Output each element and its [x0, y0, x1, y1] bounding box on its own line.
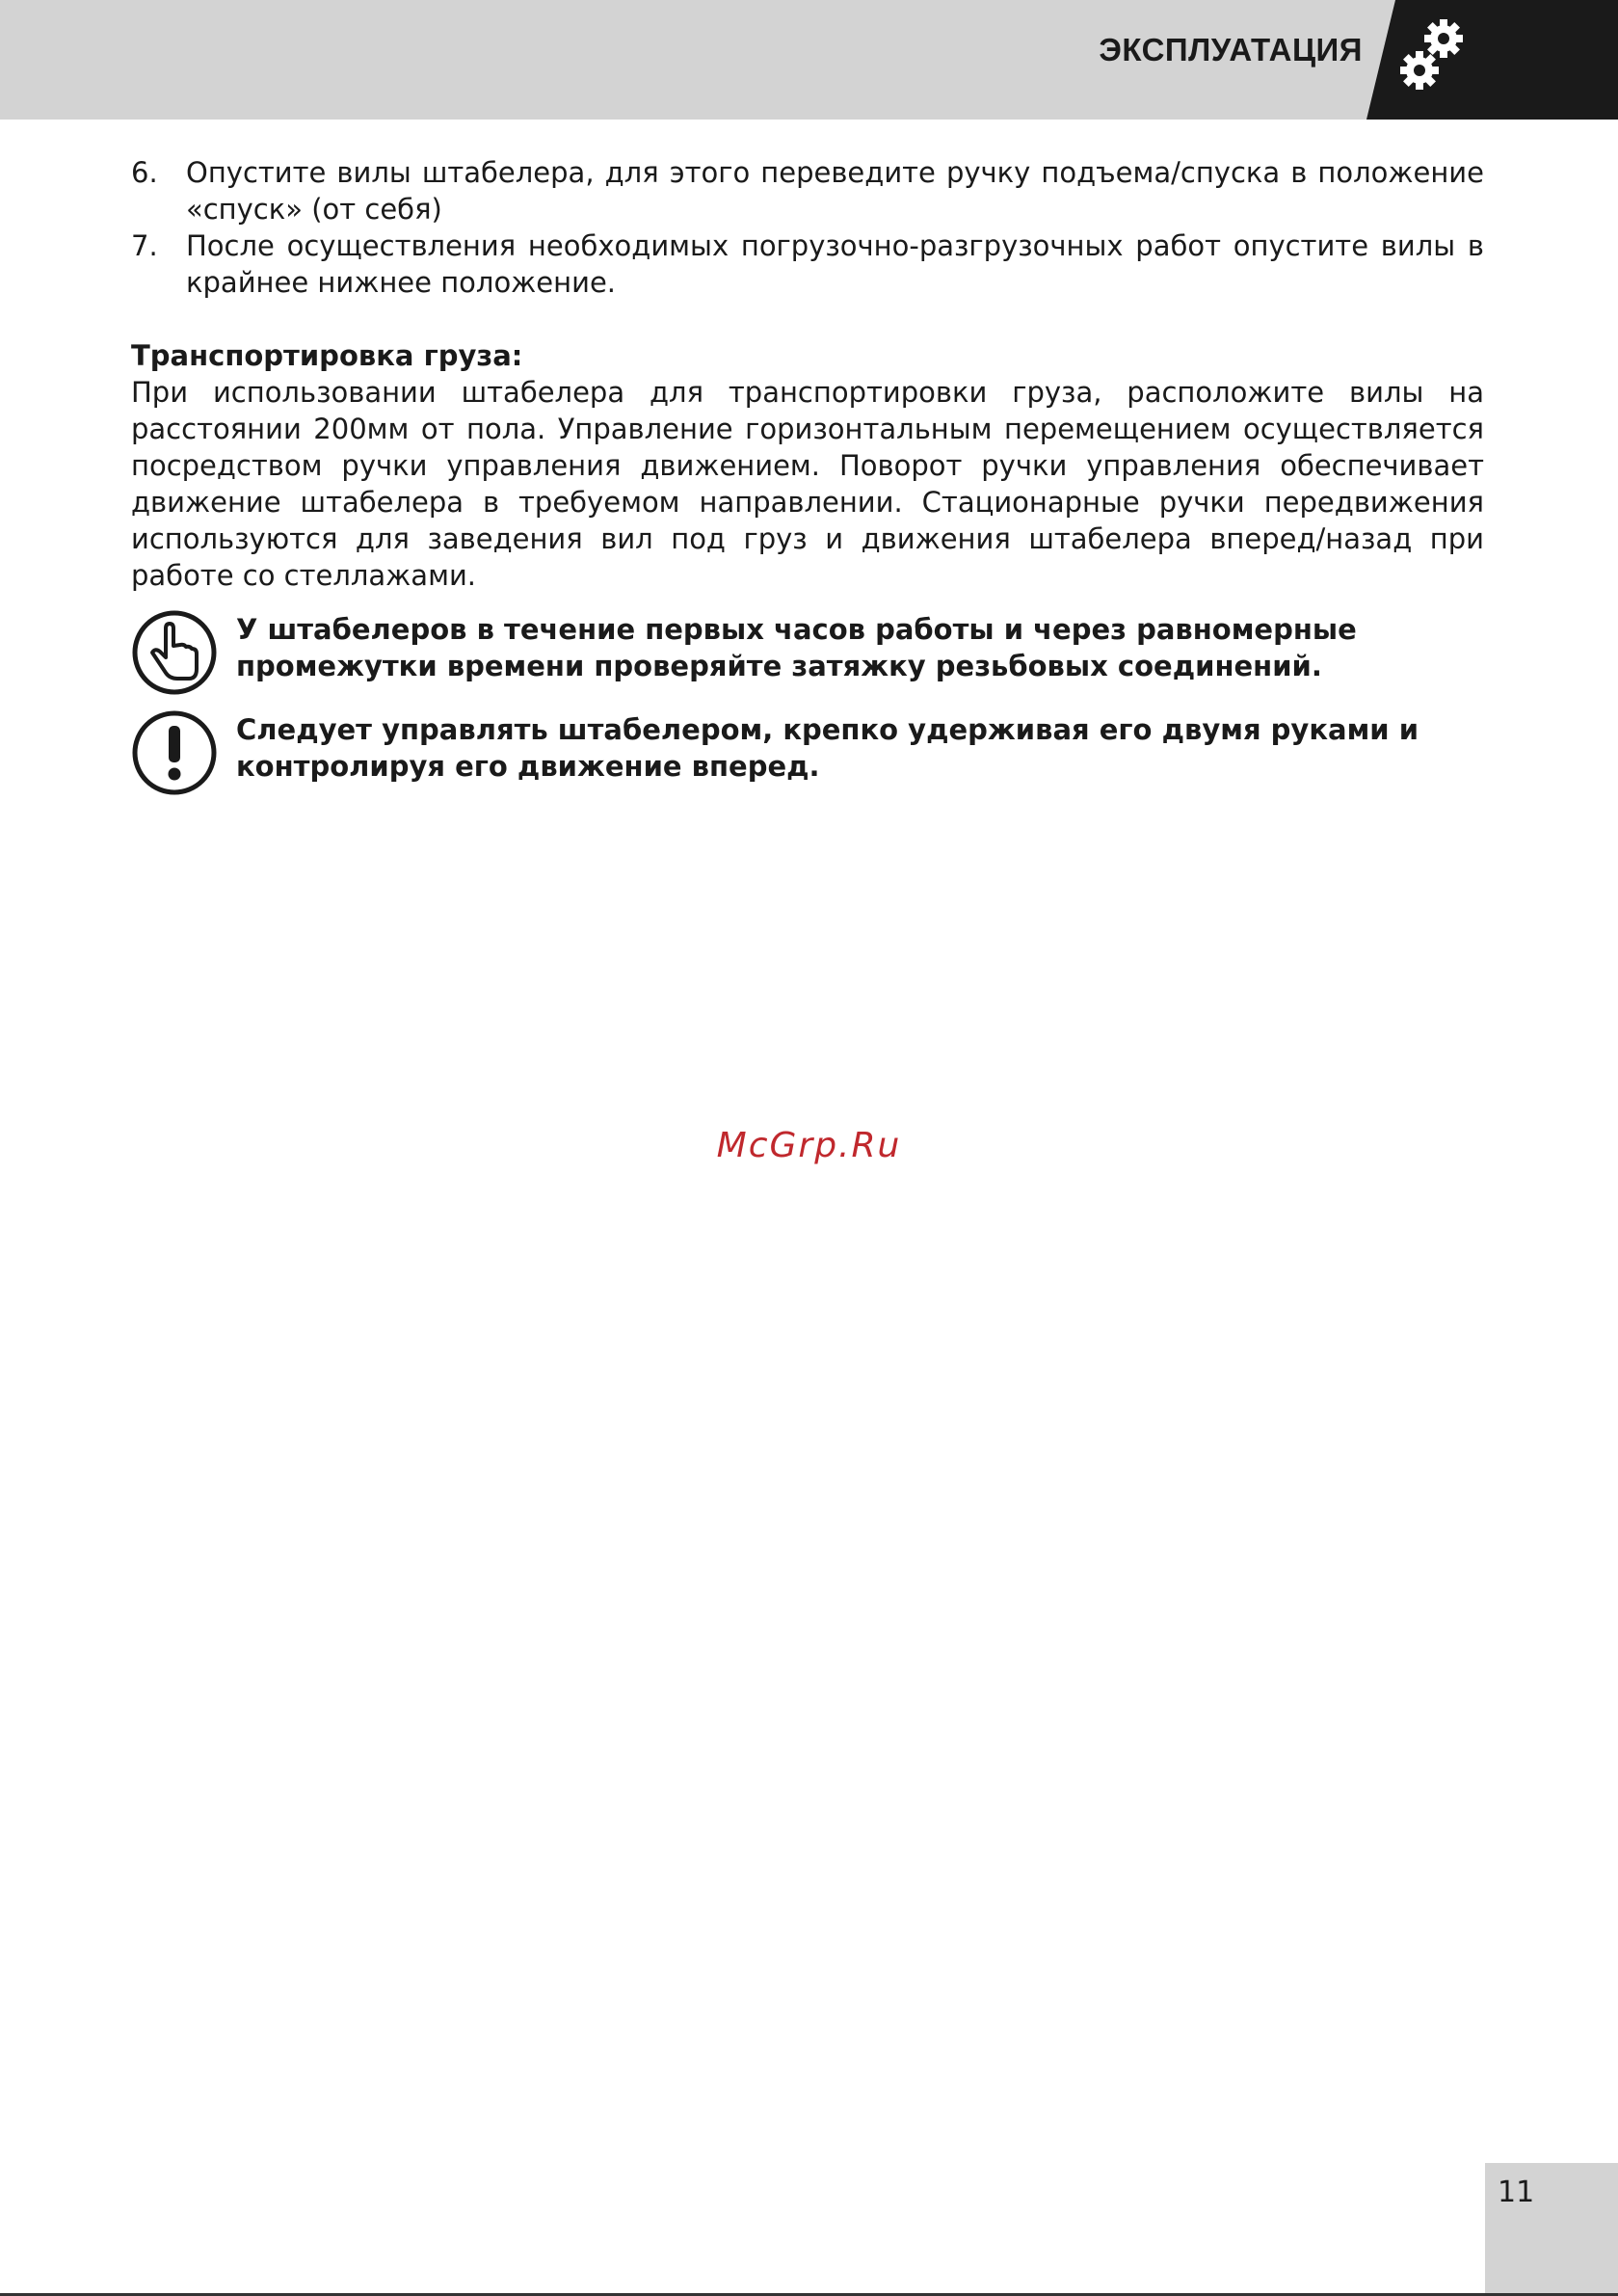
note-text: У штабелеров в течение первых часов работы и через равномерные промежутки времени проверяйте затяжку резьбовых соединений. — [236, 613, 1357, 682]
step-text: Опустите вилы штабелера, для этого переведите ручку подъема/спуска в положение «спуск» (от себя) — [186, 156, 1484, 226]
list-item — [131, 227, 1484, 301]
page-content — [131, 154, 1484, 798]
header-title: ЭКСПЛУАТАЦИЯ — [1099, 32, 1363, 67]
step-number: 6. — [131, 156, 158, 189]
note-text: Следует управлять штабелером, крепко удерживая его двумя руками и контролируя его движение вперед. — [236, 713, 1419, 783]
note-item — [131, 611, 1484, 698]
page-number: 11 — [1498, 2176, 1535, 2209]
list-item — [131, 154, 1484, 227]
exclamation-icon — [131, 709, 218, 796]
gears-icon — [1366, 0, 1618, 120]
section-body: При использовании штабелера для транспортировки груза, расположите вилы на расстоянии 200мм от пола. Управление горизонтальным перемещением осуществляется посредством ручки управления движением. Поворот ручки управления обеспечивает движение штабелера в требуемом направлении. Стационарные ручки передвижения используются для заведения вил под груз и движения штабелера вперед/назад при работе со стеллажами. — [131, 376, 1484, 592]
watermark: McGrp.Ru — [716, 1126, 902, 1165]
step-number: 7. — [131, 229, 158, 262]
step-text: После осуществления необходимых погрузочно-разгрузочных работ опустите вилы в крайнее нижнее положение. — [186, 229, 1484, 299]
pointing-hand-icon — [131, 609, 218, 696]
note-item — [131, 711, 1484, 798]
section-title: Транспортировка груза: — [131, 339, 523, 372]
steps-list — [131, 154, 1484, 301]
